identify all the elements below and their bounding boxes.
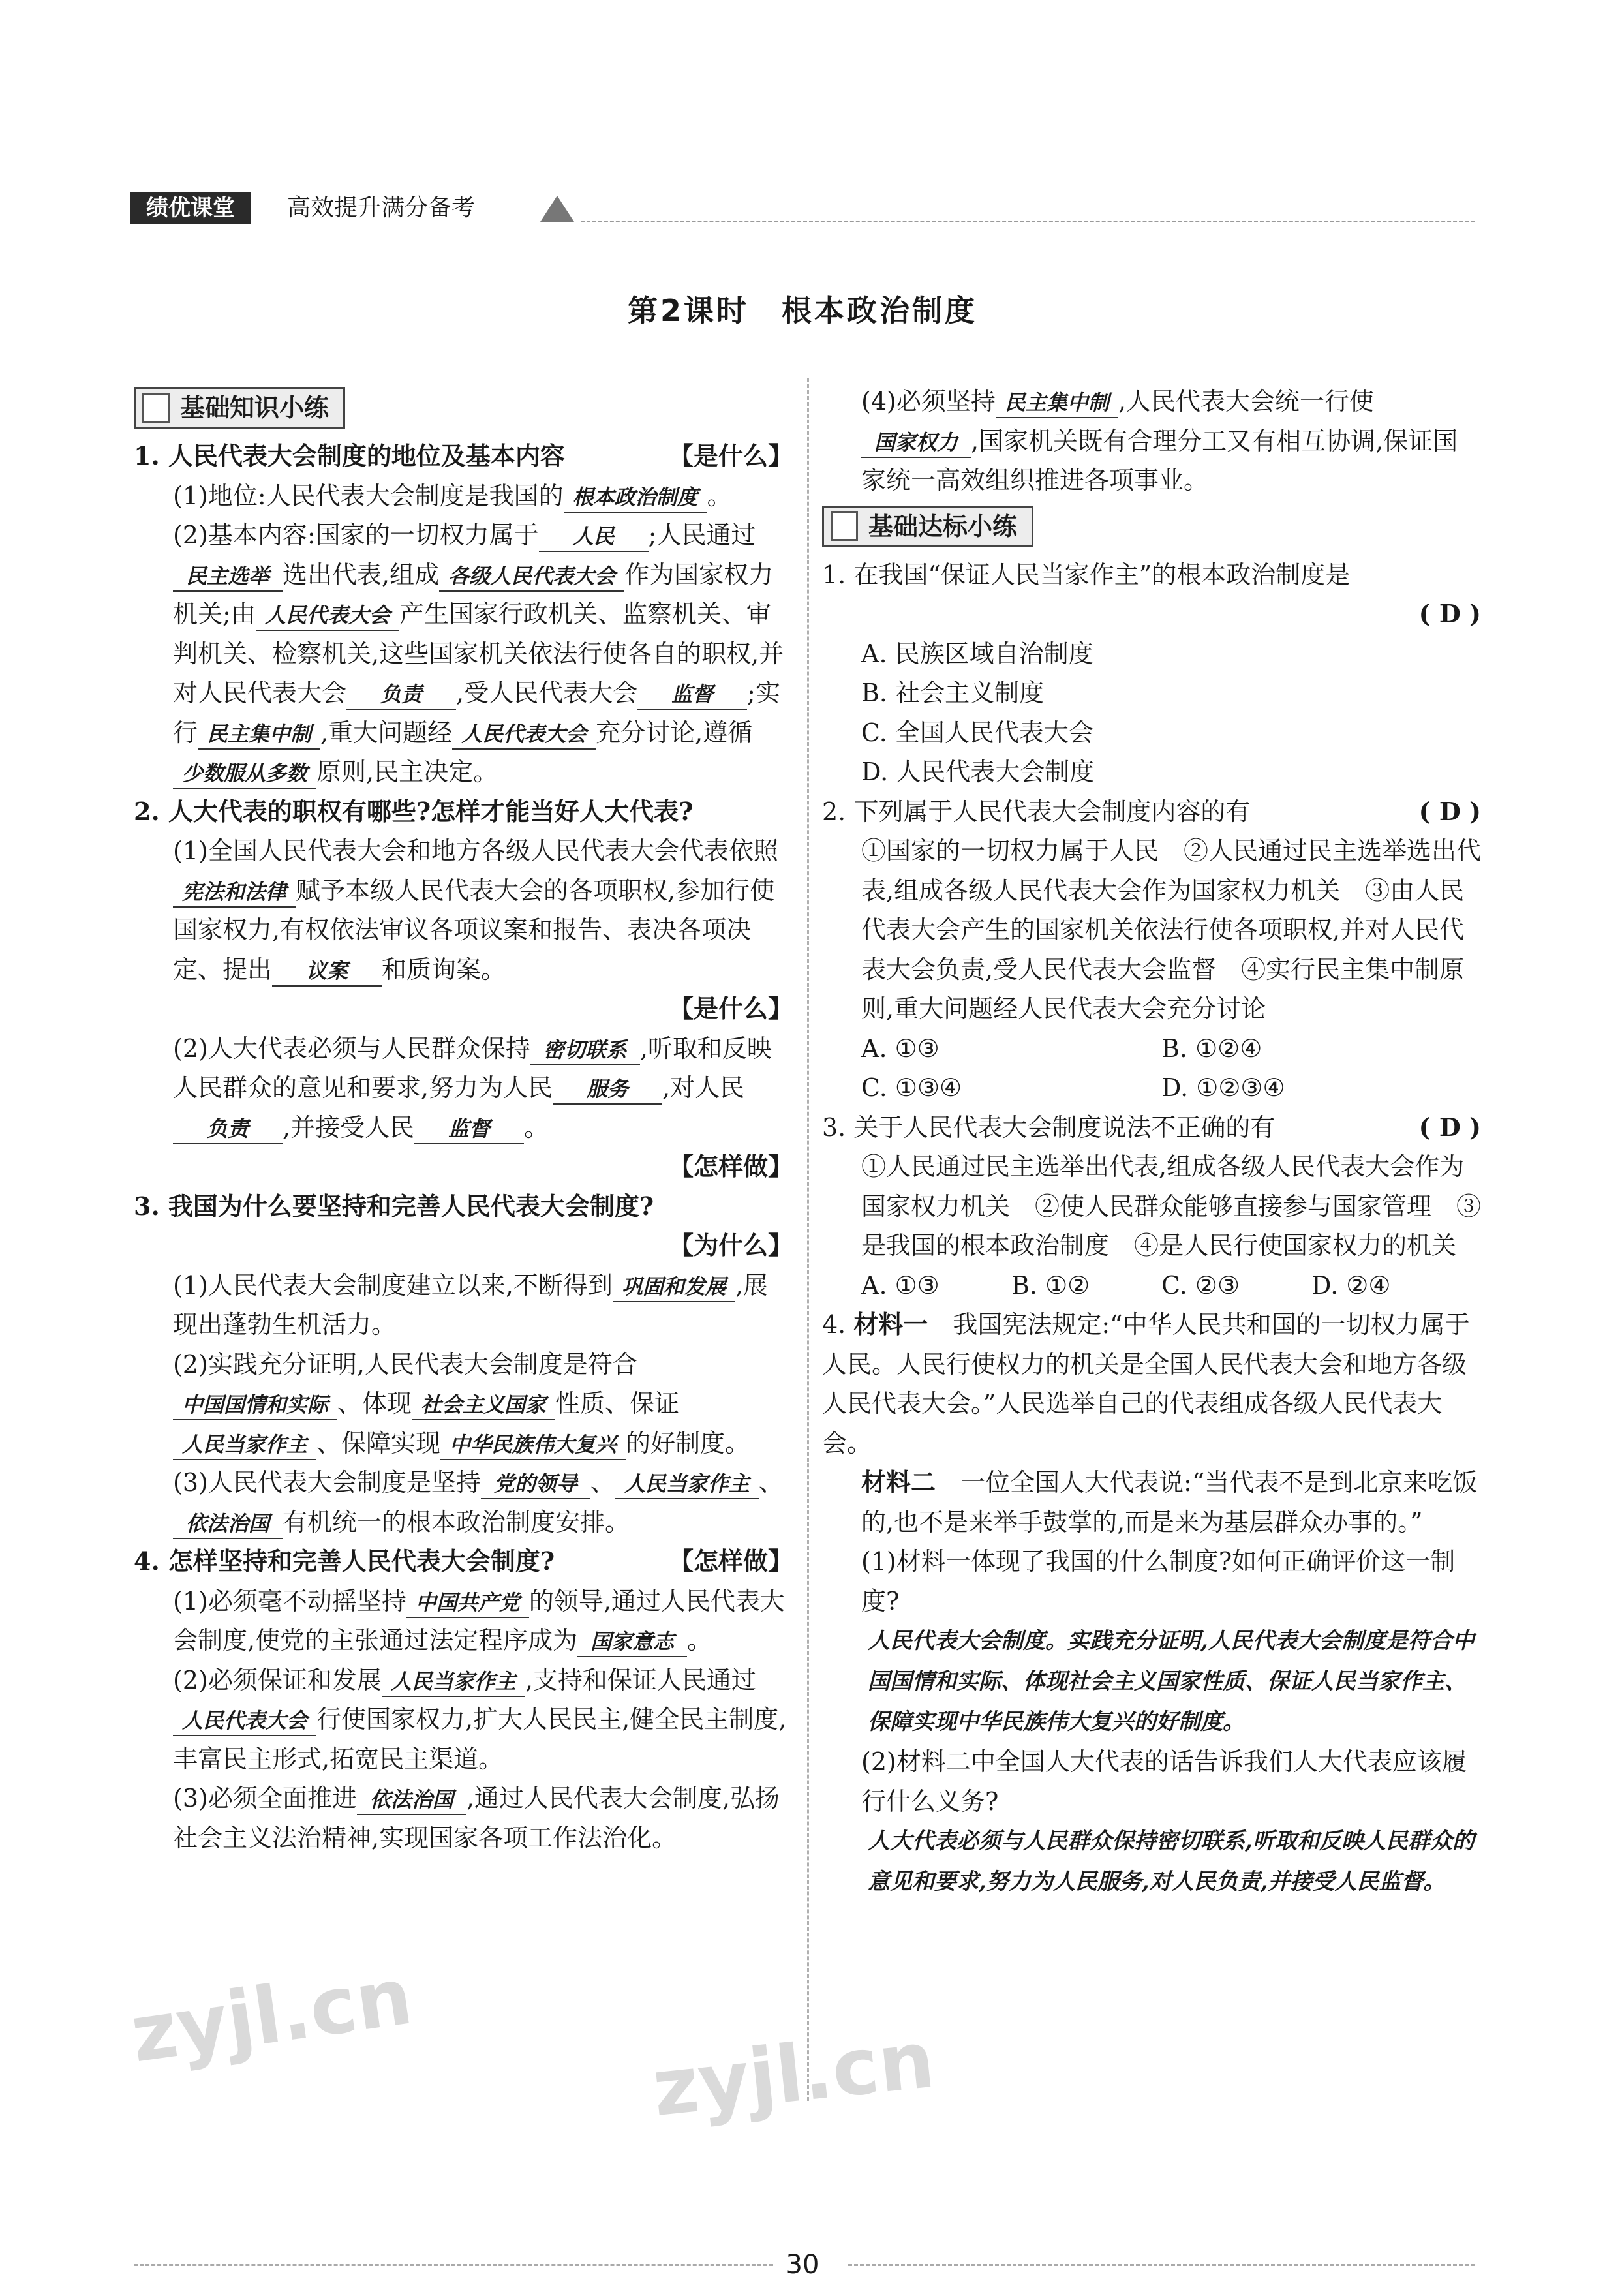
q1-heading: 1. 人民代表大会制度的地位及基本内容 【是什么】 xyxy=(134,441,793,470)
p2-option: D. ①②③④ xyxy=(1161,1073,1285,1102)
q1-part-b: (2)基本内容:国家的一切权力属于 人民 ;人民通过民主选举 选出代表,组成 各级人民代表大会 作为国家权力机关;由 人民代表大会 产生国家行政机关、监察机关、审判机关、检察机关,这些国家机关依法行使各自的职权,并对人民代表大会 负责 ,受人民代表大会 监督 ;实行 民主集中制 ,重大问题经 人民代表大会 充分讨论,遵循少数服从多数 原则,民主决定。 xyxy=(134,515,793,792)
q4-part-a: (1)必须毫不动摇坚持 中国共产党 的领导,通过人民代表大会制度,使党的主张通过法定程序成为 国家意志 。 xyxy=(134,1582,793,1661)
q1-part-a: (1)地位:人民代表大会制度是我国的 根本政治制度 。 xyxy=(134,476,793,516)
q4-part-b: (2)必须保证和发展 人民当家作主 ,支持和保证人民通过人民代表大会 行使国家权力,扩大人民民主,健全民主制度,丰富民主形式,拓宽民主渠道。 xyxy=(173,1665,787,1773)
answer-field: 根本政治制度 xyxy=(564,483,707,513)
q3-part-a: (1)人民代表大会制度建立以来,不断得到 巩固和发展 ,展现出蓬勃生机活力。 xyxy=(173,1270,769,1339)
q2-heading: 2. 人大代表的职权有哪些?怎样才能当好人大代表? xyxy=(134,796,694,826)
column-divider xyxy=(807,378,809,2101)
p1-option: C. 全国人民代表大会 xyxy=(861,718,1093,747)
answer-field: 巩固和发展 xyxy=(613,1272,735,1302)
p1-option: B. 社会主义制度 xyxy=(861,679,1045,707)
p1-answer: ( D ) xyxy=(1418,599,1481,628)
answer-field: 人民当家作主 xyxy=(382,1667,525,1697)
answer-field: 党的领导 xyxy=(481,1469,590,1499)
answer-field: 国家权力 xyxy=(861,428,971,458)
answer-field: 密切联系 xyxy=(530,1035,640,1065)
footer-divider xyxy=(848,2264,1475,2266)
page-header xyxy=(130,189,1475,228)
answer-field: 各级人民代表大会 xyxy=(439,562,624,592)
q3-heading: 3. 我国为什么要坚持和完善人民代表大会制度? xyxy=(134,1191,654,1221)
watermark: zyjl.cn xyxy=(648,2014,939,2135)
answer-field: 负责 xyxy=(346,680,456,710)
q3-part-b: (2)实践充分证明,人民代表大会制度是符合中国国情和实际 、体现 社会主义国家 性质、保证人民当家作主 、保障实现 中华民族伟大复兴 的好制度。 xyxy=(134,1345,793,1463)
q4-heading: 4. 怎样坚持和完善人民代表大会制度? 【怎样做】 xyxy=(134,1546,793,1576)
answer-field: 人民当家作主 xyxy=(615,1469,759,1499)
p4-material-1: 4. 材料一 我国宪法规定:“中华人民共和国的一切权力属于人民。人民行使权力的机关是全国人民代表大会和地方各级人民代表大会。”人民选举自己的代表组成各级人民代表大会。 xyxy=(822,1309,1470,1458)
p3-options xyxy=(822,1266,1481,1306)
answer-field: 民主集中制 xyxy=(198,720,320,750)
brand-label: 绩优课堂 xyxy=(130,192,251,224)
answer-field: 议案 xyxy=(272,957,382,987)
p3-body: ①人民通过民主选举出代表,组成各级人民代表大会作为国家权力机关 ②使人民群众能够直接参与国家管理 ③是我国的根本政治制度 ④是人民行使国家权力的机关 xyxy=(861,1152,1482,1260)
answer-field: 中国国情和实际 xyxy=(173,1390,337,1420)
p2-options xyxy=(822,1029,1481,1069)
section-heading-basic-knowledge: 基础知识小练 xyxy=(134,387,345,429)
p1-option: D. 人民代表大会制度 xyxy=(861,758,1095,786)
p4-question-2: (2)材料二中全国人大代表的话告诉我们人大代表应该履行什么义务? xyxy=(861,1747,1467,1816)
answer-field: 负责 xyxy=(173,1114,283,1144)
q2-tag-how: 【怎样做】 xyxy=(668,1152,793,1181)
left-column xyxy=(134,382,793,1858)
p2-option: C. ①③④ xyxy=(861,1073,962,1102)
p3-option: D. ②④ xyxy=(1311,1270,1391,1300)
section-heading-practice: 基础达标小练 xyxy=(822,506,1033,547)
q4-part-c: (3)必须全面推进 依法治国 ,通过人民代表大会制度,弘扬社会主义法治精神,实现国家各项工作法治化。 xyxy=(173,1784,780,1852)
header-slogan: 高效提升满分备考 xyxy=(287,194,476,221)
answer-field: 人民 xyxy=(539,522,649,552)
q2-tag-what: 【是什么】 xyxy=(668,994,793,1023)
q4-part-d: (4)必须坚持 民主集中制 ,人民代表大会统一行使国家权力 ,国家机关既有合理分工又有相互协调,保证国家统一高效组织推进各项事业。 xyxy=(861,387,1458,495)
q3-tag: 【为什么】 xyxy=(668,1231,793,1260)
p2-stem: 2. 下列属于人民代表大会制度内容的有 ( D ) xyxy=(822,792,1481,832)
answer-field: 依法治国 xyxy=(357,1785,466,1815)
p3-stem: 3. 关于人民代表大会制度说法不正确的有 ( D ) xyxy=(822,1108,1481,1148)
answer-field: 依法治国 xyxy=(173,1509,283,1539)
answer-field: 宪法和法律 xyxy=(173,878,296,908)
answer-field: 中华民族伟大复兴 xyxy=(440,1430,626,1460)
triangle-icon xyxy=(540,196,574,222)
answer-field: 监督 xyxy=(637,680,747,710)
p3-option: A. ①③ xyxy=(861,1270,940,1300)
q3-part-c: (3)人民代表大会制度是坚持 党的领导 、 人民当家作主 、依法治国 有机统一的根本政治制度安排。 xyxy=(134,1463,793,1542)
p4-answer-1: 人民代表大会制度。实践充分证明,人民代表大会制度是符合中国国情和实际、体现社会主义国家性质、保证人民当家作主、保障实现中华民族伟大复兴的好制度。 xyxy=(868,1628,1475,1735)
lesson-title: 第2课时 根本政治制度 xyxy=(627,293,977,328)
p3-option: C. ②③ xyxy=(1161,1270,1240,1300)
p2-body: ①国家的一切权力属于人民 ②人民通过民主选举选出代表,组成各级人民代表大会作为国家权力机关 ③由人民代表大会产生的国家机关依法行使各项职权,并对人民代表大会负责,受人民代表大会监督 ④实行民主集中制原则,重大问题经人民代表大会充分讨论 xyxy=(861,836,1482,1023)
header-divider xyxy=(581,221,1475,222)
p2-options xyxy=(822,1068,1481,1108)
q2-part-b: (2)人大代表必须与人民群众保持 密切联系 ,听取和反映人民群众的意见和要求,努力为人民 服务 ,对人民负责 ,并接受人民 监督 。 xyxy=(134,1029,793,1148)
answer-field: 中国共产党 xyxy=(406,1588,529,1618)
p3-answer: ( D ) xyxy=(1418,1112,1481,1142)
p4-question-1: (1)材料一体现了我国的什么制度?如何正确评价这一制度? xyxy=(861,1547,1456,1615)
right-column xyxy=(822,382,1481,1902)
p3-option: B. ①② xyxy=(1011,1270,1090,1300)
p2-answer: ( D ) xyxy=(1418,796,1481,826)
p1-option: A. 民族区域自治制度 xyxy=(861,639,1093,668)
answer-field: 服务 xyxy=(553,1075,662,1105)
answer-field: 少数服从多数 xyxy=(173,759,316,789)
answer-field: 人民代表大会 xyxy=(173,1706,316,1736)
answer-field: 民主选举 xyxy=(173,562,283,592)
pencil-note-icon xyxy=(831,511,858,541)
answer-field: 社会主义国家 xyxy=(412,1390,555,1420)
answer-field: 民主集中制 xyxy=(996,388,1118,418)
answer-field: 人民代表大会 xyxy=(452,720,596,750)
page-number: 30 xyxy=(786,2250,819,2280)
q2-part-a: (1)全国人民代表大会和地方各级人民代表大会代表依照宪法和法律 赋予本级人民代表大会的各项职权,参加行使国家权力,有权依法审议各项议案和报告、表决各项决定、提出 议案 和质询案。 xyxy=(134,831,793,989)
watermark: zyjl.cn xyxy=(125,1951,418,2081)
p4-answer-2: 人大代表必须与人民群众保持密切联系,听取和反映人民群众的意见和要求,努力为人民服务,对人民负责,并接受人民监督。 xyxy=(868,1828,1475,1895)
answer-field: 人民当家作主 xyxy=(173,1430,316,1460)
answer-field: 国家意志 xyxy=(577,1627,687,1657)
p2-option: B. ①②④ xyxy=(1161,1033,1262,1063)
p2-option: A. ①③ xyxy=(861,1033,940,1063)
answer-field: 监督 xyxy=(414,1114,524,1144)
answer-field: 人民代表大会 xyxy=(256,601,399,631)
p1-stem: 1. 在我国“保证人民当家作主”的根本政治制度是 xyxy=(822,560,1351,589)
pencil-note-icon xyxy=(142,393,170,423)
p4-material-2: 材料二 一位全国人大代表说:“当代表不是到北京来吃饭的,也不是来举手鼓掌的,而是来为基层群众办事的。” xyxy=(861,1467,1478,1537)
